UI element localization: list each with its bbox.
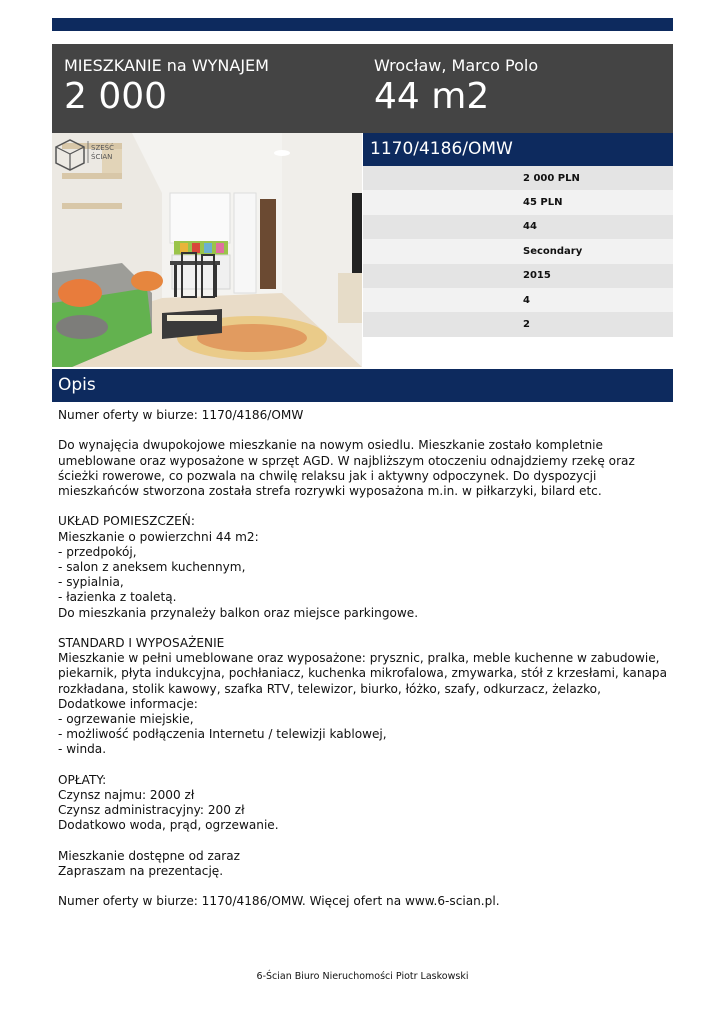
description-line: Dodatkowo woda, prąd, ogrzewanie. (58, 818, 279, 833)
detail-row (363, 166, 673, 190)
header-right (374, 56, 538, 117)
description-line: Zapraszam na prezentację. (58, 864, 224, 879)
svg-text:ŚCIAN: ŚCIAN (91, 153, 113, 161)
details-table (363, 166, 673, 337)
description-line: Numer oferty w biurze: 1170/4186/OMW (58, 408, 304, 422)
description-line: Dodatkowe informacje: (58, 696, 198, 711)
listing-type: MIESZKANIE na WYNAJEM (64, 56, 269, 75)
header-left (64, 56, 269, 117)
detail-row (363, 215, 673, 239)
page-footer: 6-Ścian Biuro Nieruchomości Piotr Laskowski (256, 971, 469, 982)
detail-value: 2 (523, 319, 530, 331)
description-line: - sypialnia, (58, 575, 124, 590)
detail-value: 2 000 PLN (523, 172, 580, 184)
description-line: - przedpokój, (58, 544, 137, 559)
detail-row (363, 264, 673, 288)
paragraph-gap (58, 834, 673, 849)
detail-row (363, 239, 673, 263)
detail-value: 45 PLN (523, 197, 563, 209)
detail-row (363, 288, 673, 312)
top-accent-bar (52, 18, 673, 31)
paragraph-gap (58, 423, 673, 438)
offer-id-bar: 1170/4186/OMW (363, 133, 673, 166)
description-line: Numer oferty w biurze: 1170/4186/OMW. Więcej ofert na www.6-scian.pl. (58, 894, 500, 909)
detail-value: 4 (523, 294, 530, 306)
description-line: Mieszkanie o powierzchni 44 m2: (58, 529, 259, 544)
detail-value: 2015 (523, 270, 551, 282)
listing-location: Wrocław, Marco Polo (374, 56, 539, 75)
description-line: - łazienka z toaletą. (58, 590, 177, 605)
paragraph-gap (58, 879, 673, 894)
description-line: UKŁAD POMIESZCZEŃ: (58, 514, 195, 529)
description-line: Mieszkanie w pełni umeblowane oraz wyposażone: prysznic, pralka, meble kuchenne w zabudowie, piekarnik, płyta indukcyjna, pochłaniacz, kuchenka mikrofalowa, zmywarka, stół z krzesłami, kanapa rozkładana, stolik kawowy, szafka RTV, telewizor, biurko, łóżko, szafy, odkurzacz, żelazko, (58, 651, 667, 696)
description-line: - możliwość podłączenia Internetu / telewizji kablowej, (58, 727, 387, 742)
description-line: - salon z aneksem kuchennym, (58, 560, 246, 574)
svg-text:SZEŚĆ: SZEŚĆ (91, 144, 114, 152)
description-body (58, 408, 673, 910)
apartment-photo (52, 133, 362, 367)
paragraph-gap (58, 621, 673, 636)
description-line: Czynsz administracyjny: 200 zł (58, 803, 245, 818)
description-line: - winda. (58, 742, 107, 757)
detail-row (363, 190, 673, 214)
listing-area: 44 m2 (374, 76, 490, 117)
detail-row (363, 312, 673, 336)
description-line: Do wynajęcia dwupokojowe mieszkanie na nowym osiedlu. Mieszkanie zostało kompletnie umeblowane oraz wyposażone w sprzęt AGD. W najbliższym otoczeniu odnajdziemy rzekę oraz ścieżki rowerowe, co pozwala na chwilę relaksu jak i aktywny odpoczynek. Do dyspozycji mieszkańców stworzona została strefa rozrywki wyposażona m.in. w piłkarzyki, bilard etc. (58, 438, 635, 498)
listing-header (52, 44, 673, 133)
description-line: STANDARD I WYPOSAŻENIE (58, 636, 225, 650)
paragraph-gap (58, 758, 673, 773)
details-panel (363, 133, 673, 368)
description-line: OPŁATY: (58, 772, 107, 787)
apartment-photo-illustration (52, 133, 362, 367)
description-line: Mieszkanie dostępne od zaraz (58, 848, 240, 863)
description-line: Czynsz najmu: 2000 zł (58, 788, 195, 803)
detail-value: Secondary (523, 245, 583, 257)
section-title-opis: Opis (52, 369, 673, 402)
description-line: - ogrzewanie miejskie, (58, 712, 194, 727)
listing-price: 2 000 (64, 76, 168, 117)
paragraph-gap (58, 499, 673, 514)
description-line: Do mieszkania przynależy balkon oraz miejsce parkingowe. (58, 605, 419, 620)
detail-value: 44 (523, 221, 537, 233)
